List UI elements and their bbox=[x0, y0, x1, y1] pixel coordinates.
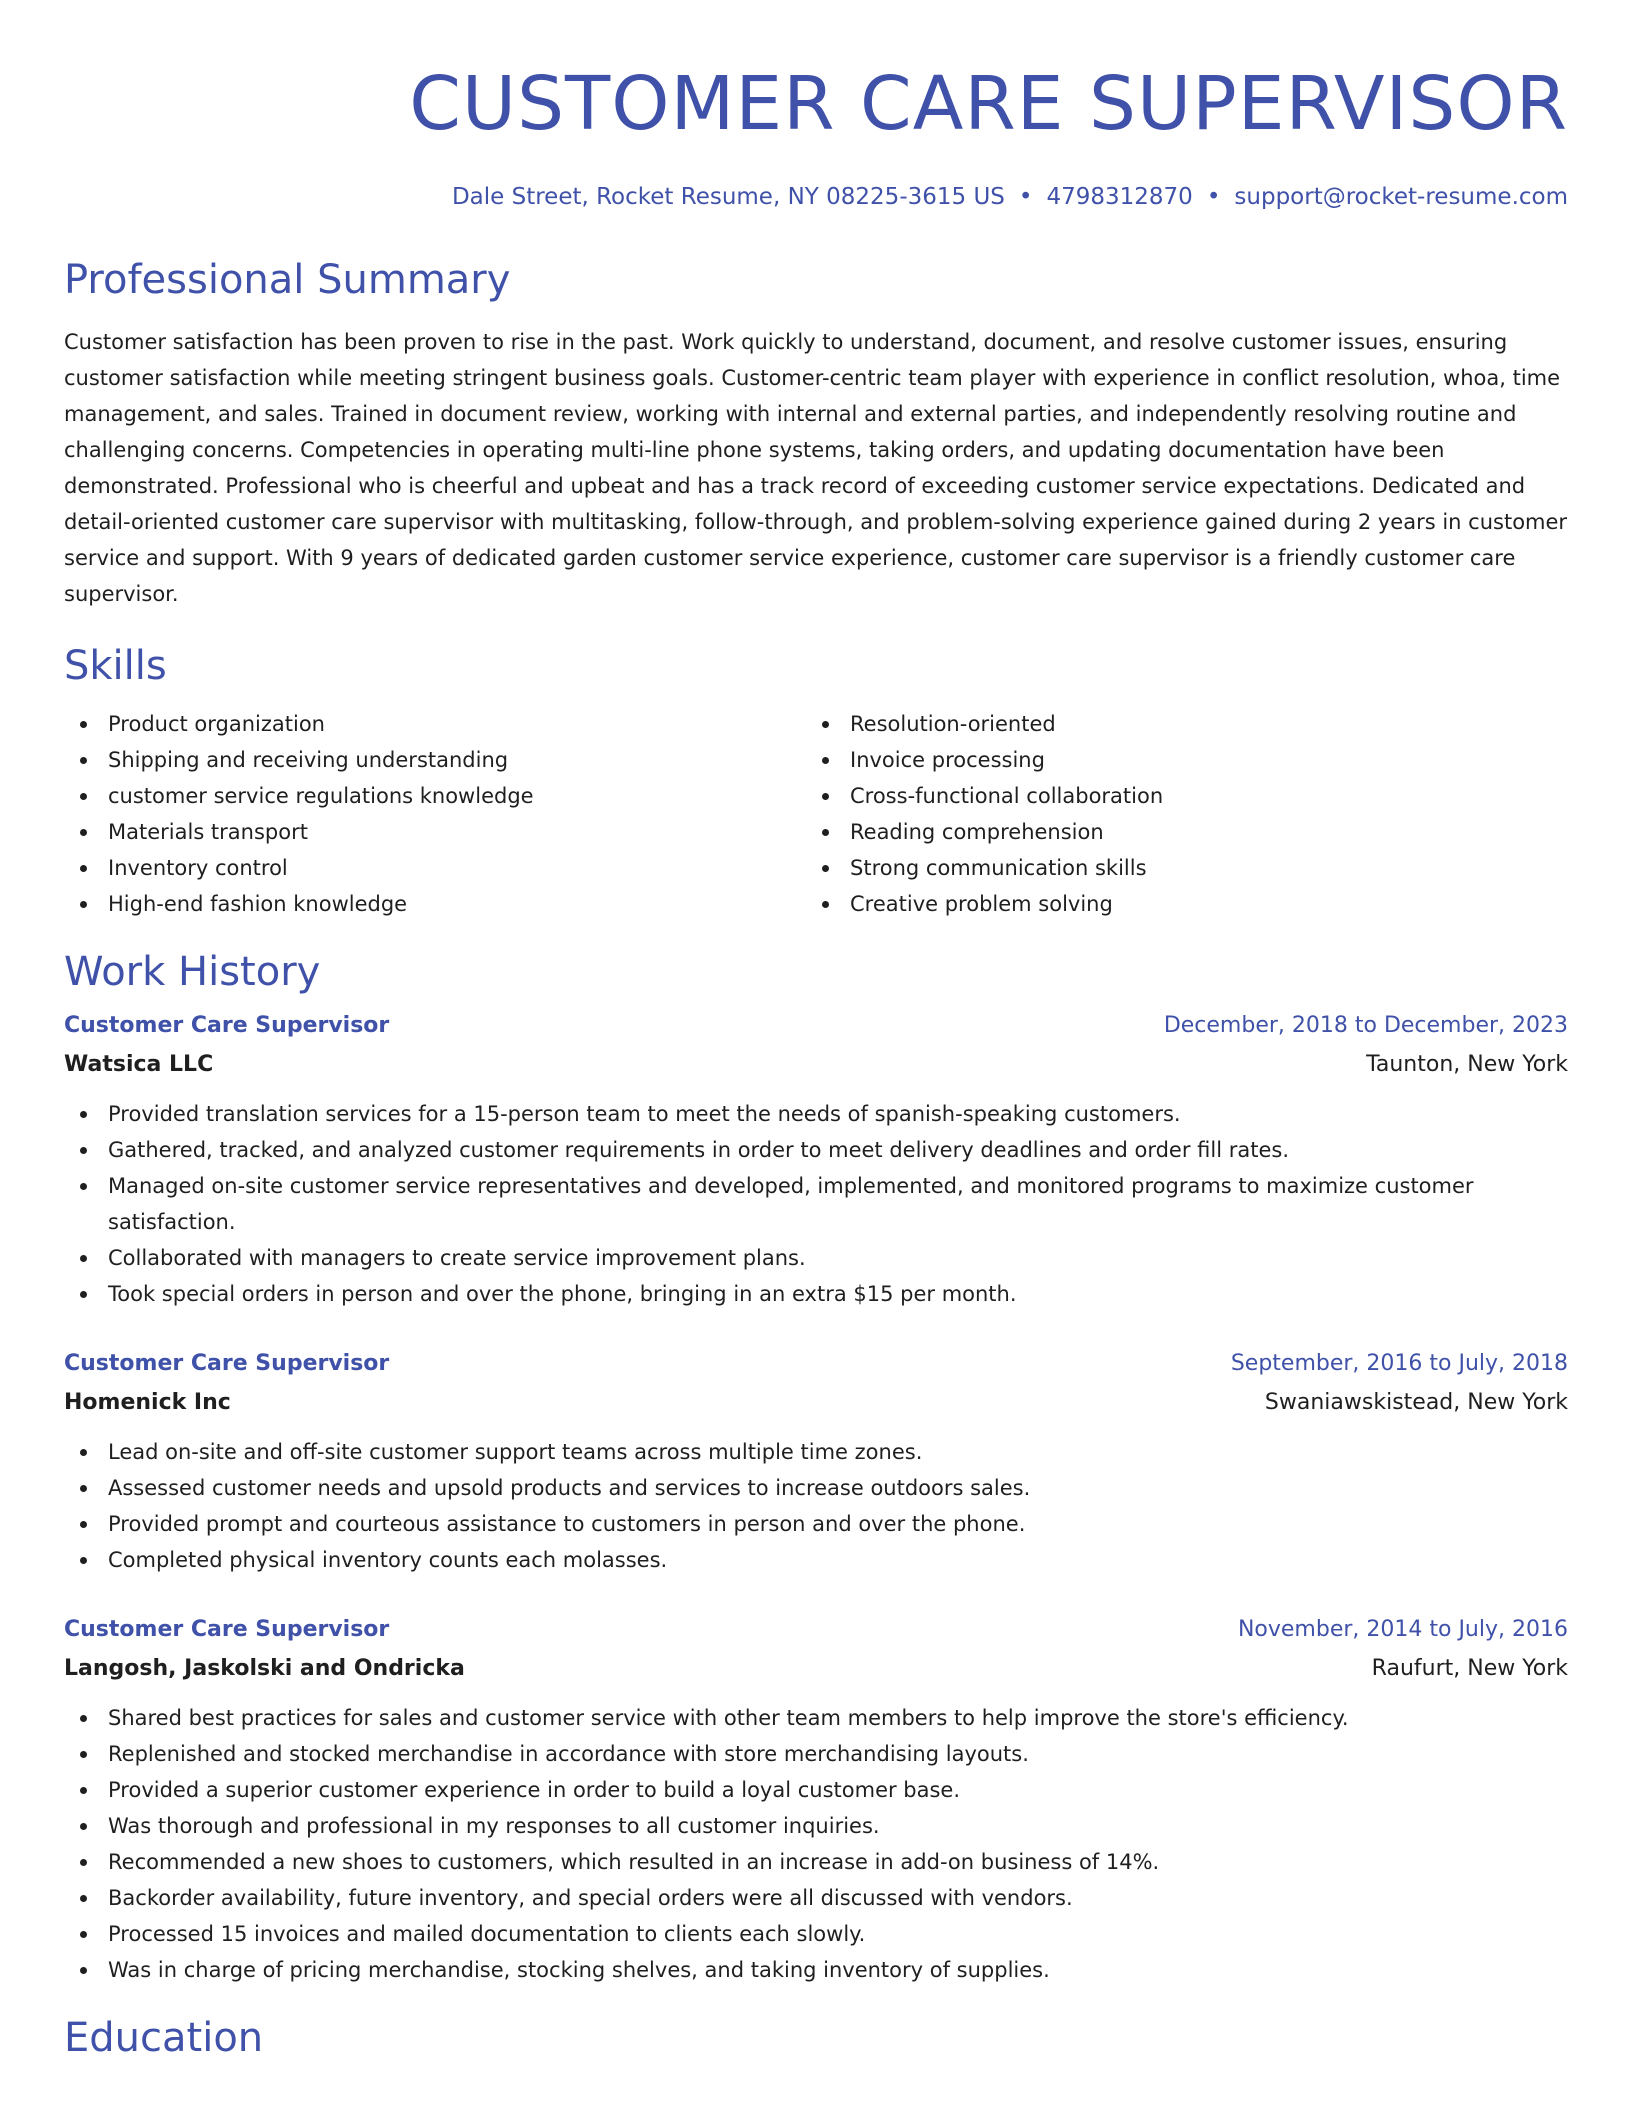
work-history-heading: Work History bbox=[64, 949, 321, 995]
job-company: Homenick Inc bbox=[64, 1390, 231, 1415]
contact-phone: 4798312870 bbox=[1046, 184, 1193, 210]
job-bullet: Collaborated with managers to create service improvement plans. bbox=[64, 1240, 1568, 1276]
contact-separator: • bbox=[1206, 184, 1221, 210]
job-bullets bbox=[64, 1700, 1568, 1988]
contact-line bbox=[64, 182, 1568, 212]
job-title: Customer Care Supervisor bbox=[64, 1351, 390, 1376]
job-company-row bbox=[64, 1650, 1568, 1688]
skill-item: Invoice processing bbox=[806, 742, 1548, 778]
skills-column-left bbox=[64, 706, 806, 922]
job-entry bbox=[64, 1610, 1568, 1988]
resume-page bbox=[64, 56, 1568, 2064]
skill-item: Product organization bbox=[64, 706, 806, 742]
skill-item: customer service regulations knowledge bbox=[64, 778, 806, 814]
summary-text: Customer satisfaction has been proven to rise in the past. Work quickly to understand, document, and resolve customer issues, ensuring customer satisfaction while meeting stringent business goals. Customer-centric team player with experience in conflict resolution, whoa, time management, and sales. Trained in document review, working with internal and external parties, and independently resolving routine and challenging concerns. Competencies in operating multi-line phone systems, taking orders, and updating documentation have been demonstrated. Professional who is cheerful and upbeat and has a track record of exceeding customer service expectations. Dedicated and detail-oriented customer care supervisor with multitasking, follow-through, and problem-solving experience gained during 2 years in customer service and support. With 9 years of dedicated garden customer service experience, customer care supervisor is a friendly customer care supervisor. bbox=[64, 330, 1568, 606]
job-bullet: Gathered, tracked, and analyzed customer requirements in order to meet delivery deadlines and order fill rates. bbox=[64, 1132, 1568, 1168]
job-company-row bbox=[64, 1046, 1568, 1084]
contact-address: Dale Street, Rocket Resume, NY 08225-3615 US bbox=[451, 184, 1005, 210]
job-entry bbox=[64, 1344, 1568, 1578]
job-location: Taunton, New York bbox=[1366, 1052, 1568, 1077]
resume-name: CUSTOMER CARE SUPERVISOR bbox=[409, 61, 1568, 147]
job-location: Swaniawskistead, New York bbox=[1264, 1390, 1568, 1415]
job-title: Customer Care Supervisor bbox=[64, 1617, 390, 1642]
job-bullet: Was thorough and professional in my responses to all customer inquiries. bbox=[64, 1808, 1568, 1844]
skill-item: Strong communication skills bbox=[806, 850, 1548, 886]
job-bullet: Shared best practices for sales and customer service with other team members to help improve the store's efficiency. bbox=[64, 1700, 1568, 1736]
job-bullet: Managed on-site customer service representatives and developed, implemented, and monitored programs to maximize customer satisfaction. bbox=[64, 1168, 1568, 1240]
skill-item: Materials transport bbox=[64, 814, 806, 850]
job-bullet: Backorder availability, future inventory, and special orders were all discussed with vendors. bbox=[64, 1880, 1568, 1916]
job-bullet: Recommended a new shoes to customers, which resulted in an increase in add-on business of 14%. bbox=[64, 1844, 1568, 1880]
job-bullets bbox=[64, 1096, 1568, 1312]
contact-email: support@rocket-resume.com bbox=[1234, 184, 1568, 210]
job-bullet: Processed 15 invoices and mailed documentation to clients each slowly. bbox=[64, 1916, 1568, 1952]
summary-heading: Professional Summary bbox=[64, 257, 511, 303]
job-bullet: Provided translation services for a 15-person team to meet the needs of spanish-speaking customers. bbox=[64, 1096, 1568, 1132]
skill-item: Resolution-oriented bbox=[806, 706, 1548, 742]
contact-separator: • bbox=[1018, 184, 1033, 210]
job-dates: November, 2014 to July, 2016 bbox=[1237, 1617, 1568, 1642]
skill-item: Shipping and receiving understanding bbox=[64, 742, 806, 778]
job-company: Langosh, Jaskolski and Ondricka bbox=[64, 1656, 465, 1681]
job-company-row bbox=[64, 1384, 1568, 1422]
skill-item: Creative problem solving bbox=[806, 886, 1548, 922]
skill-item: Reading comprehension bbox=[806, 814, 1548, 850]
job-bullet: Provided a superior customer experience in order to build a loyal customer base. bbox=[64, 1772, 1568, 1808]
job-header-row bbox=[64, 1006, 1568, 1046]
job-bullet: Lead on-site and off-site customer support teams across multiple time zones. bbox=[64, 1434, 1568, 1470]
job-location: Raufurt, New York bbox=[1371, 1656, 1568, 1681]
job-bullets bbox=[64, 1434, 1568, 1578]
job-bullet: Provided prompt and courteous assistance to customers in person and over the phone. bbox=[64, 1506, 1568, 1542]
job-entry bbox=[64, 1006, 1568, 1312]
job-company: Watsica LLC bbox=[64, 1052, 214, 1077]
job-header-row bbox=[64, 1610, 1568, 1650]
skills-heading: Skills bbox=[64, 643, 167, 689]
skill-item: High-end fashion knowledge bbox=[64, 886, 806, 922]
job-bullet: Took special orders in person and over the phone, bringing in an extra $15 per month. bbox=[64, 1276, 1568, 1312]
skill-item: Cross-functional collaboration bbox=[806, 778, 1548, 814]
skills-column-right bbox=[806, 706, 1548, 922]
job-header-row bbox=[64, 1344, 1568, 1384]
job-bullet: Was in charge of pricing merchandise, stocking shelves, and taking inventory of supplies. bbox=[64, 1952, 1568, 1988]
job-dates: September, 2016 to July, 2018 bbox=[1230, 1351, 1568, 1376]
job-bullet: Assessed customer needs and upsold products and services to increase outdoors sales. bbox=[64, 1470, 1568, 1506]
job-bullet: Replenished and stocked merchandise in accordance with store merchandising layouts. bbox=[64, 1736, 1568, 1772]
education-heading: Education bbox=[64, 2015, 264, 2061]
job-dates: December, 2018 to December, 2023 bbox=[1163, 1013, 1568, 1038]
skills-list bbox=[64, 706, 1568, 922]
job-title: Customer Care Supervisor bbox=[64, 1013, 390, 1038]
skill-item: Inventory control bbox=[64, 850, 806, 886]
job-bullet: Completed physical inventory counts each molasses. bbox=[64, 1542, 1568, 1578]
